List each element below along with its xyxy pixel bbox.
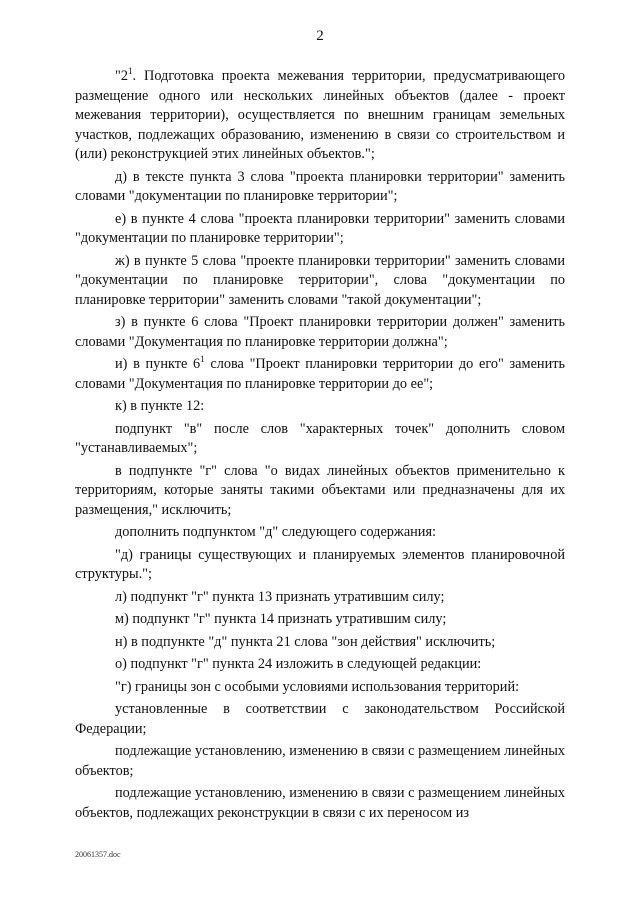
paragraph-d: д) в тексте пункта 3 слова "проекта планировки территории" заменить словами "документации по планировке территории"; <box>75 168 565 204</box>
paragraph-k-add: дополнить подпунктом "д" следующего содержания: <box>115 524 437 540</box>
paragraph-text: слова "Проект планировки территории до его" заменить словами "Документация по планировке территории до ее"; <box>75 356 565 392</box>
paragraph-o-g-1: установленные в соответствии с законодательством Российской Федерации; <box>75 701 565 737</box>
paragraph-text: . Подготовка проекта межевания территории, предусматривающего размещение одного или нескольких линейных объектов (далее - проект межевания территории), осуществляется по внешним границам земельных участков, подлежащих образованию, изменению в связи со строительством и (или) реконструкцией этих линейных объектов."; <box>75 68 565 162</box>
paragraph-k: к) в пункте 12: <box>115 398 205 414</box>
paragraph-z: з) в пункте 6 слова "Проект планировки территории должен" заменить словами "Документация по планировке территории должна"; <box>75 314 565 350</box>
paragraph-text: и) в пункте 6 <box>115 356 201 372</box>
paragraph-text: "2 <box>115 68 128 84</box>
superscript: 1 <box>200 354 205 365</box>
paragraph-m: м) подпункт "г" пункта 14 признать утратившим силу; <box>115 611 447 627</box>
paragraph-l: л) подпункт "г" пункта 13 признать утратившим силу; <box>115 588 445 605</box>
footer-filename: 20061357.doc <box>75 850 121 859</box>
paragraph-o-g: "г) границы зон с особыми условиями использования территорий: <box>115 678 520 695</box>
paragraph-k-v: подпункт "в" после слов "характерных точек" дополнить словом "устанавливаемых"; <box>75 420 565 456</box>
paragraph-e: е) в пункте 4 слова "проекта планировки территории" заменить словами "документации по планировке территории"; <box>75 210 565 246</box>
paragraph-o-g-2: подлежащие установлению, изменению в связи с размещением линейных объектов; <box>75 743 565 779</box>
paragraph-o-g-3: подлежащие установлению, изменению в связи с размещением линейных объектов, подлежащих реконструкции в связи с их переносом из <box>75 785 565 821</box>
paragraph-zh: ж) в пункте 5 слова "проекте планировки территории" заменить словами "документации по планировке территории", слова "документации по планировке территории" заменить словами "такой документации"; <box>75 252 565 308</box>
page-number: 2 <box>316 28 324 44</box>
paragraph-o: о) подпункт "г" пункта 24 изложить в следующей редакции: <box>115 656 482 672</box>
paragraph-i <box>75 355 565 394</box>
document-body <box>75 67 565 823</box>
paragraph-k-g: в подпункте "г" слова "о видах линейных объектов применительно к территориям, которые заняты такими объектами или предназначены для их размещения," исключить; <box>75 462 565 518</box>
superscript: 1 <box>128 66 133 77</box>
paragraph-2-1 <box>75 67 565 165</box>
paragraph-n: н) в подпункте "д" пункта 21 слова "зон действия" исключить; <box>115 633 496 650</box>
paragraph-k-d: "д) границы существующих и планируемых элементов планировочной структуры."; <box>75 546 565 582</box>
